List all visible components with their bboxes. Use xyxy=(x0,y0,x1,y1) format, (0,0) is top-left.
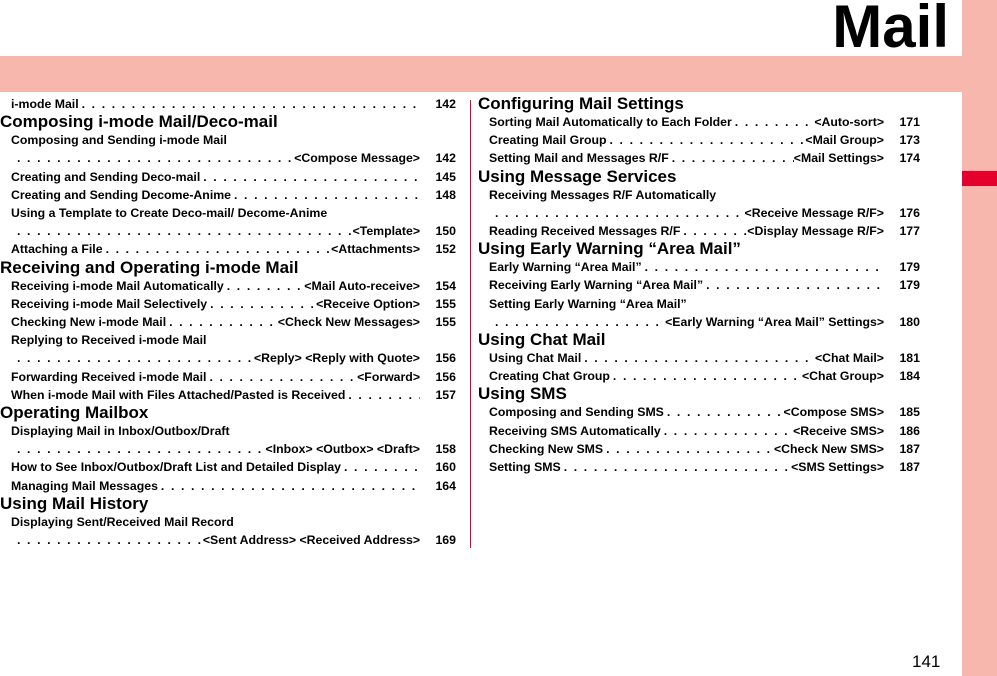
dot-leader xyxy=(11,222,353,240)
toc-entry-function-tag: <Forward> xyxy=(357,369,420,384)
dot-leader xyxy=(561,458,791,476)
toc-entry-title: Setting Mail and Messages R/F xyxy=(489,151,669,166)
dot-leader xyxy=(489,204,745,222)
toc-entry-page: 142 xyxy=(435,97,456,111)
toc-entry-page: 181 xyxy=(899,351,920,366)
dot-leader xyxy=(661,422,793,440)
dot-leader xyxy=(642,258,884,276)
toc-entry[interactable] xyxy=(0,440,456,458)
toc-entry-page: 155 xyxy=(435,296,456,311)
toc-entry-page: 180 xyxy=(899,314,920,329)
toc-left-column xyxy=(0,95,456,549)
dot-leader xyxy=(79,95,420,113)
toc-entry-title: Checking New i-mode Mail xyxy=(11,315,167,330)
toc-entry-page: 160 xyxy=(435,460,456,475)
dot-leader xyxy=(11,440,266,458)
dot-leader xyxy=(345,386,420,404)
toc-entry-page: 179 xyxy=(899,278,920,293)
dot-leader xyxy=(610,367,802,385)
toc-entry[interactable] xyxy=(0,368,456,386)
toc-entry-function-tag: <Chat Mail> xyxy=(814,351,884,366)
toc-entry-function-tag: <Attachments> xyxy=(331,242,420,257)
dot-leader xyxy=(207,295,316,313)
toc-entry-function-tag: <Early Warning “Area Mail” Settings> xyxy=(665,314,884,329)
toc-entry[interactable] xyxy=(478,149,920,167)
toc-right-column xyxy=(478,95,920,476)
toc-entry-page: 142 xyxy=(435,151,456,166)
toc-section-heading: Using SMS xyxy=(478,384,567,404)
toc-entry-function-tag: <Sent Address> <Received Address> xyxy=(202,533,420,548)
toc-entry-title[interactable]: Setting Early Warning “Area Mail” xyxy=(489,296,687,311)
toc-entry[interactable] xyxy=(478,131,920,149)
toc-entry[interactable] xyxy=(478,222,920,240)
dot-leader xyxy=(341,458,420,476)
toc-entry-function-tag: <Receive Message R/F> xyxy=(744,205,884,220)
toc-entry-title[interactable]: Using a Template to Create Deco-mail/ Decome-Anime xyxy=(11,206,328,221)
toc-entry-function-tag: <Auto-sort> xyxy=(814,115,884,129)
toc-entry-function-tag: <Reply> <Reply with Quote> xyxy=(253,351,420,366)
toc-entry[interactable] xyxy=(478,276,920,294)
toc-entry-page: 157 xyxy=(435,387,456,402)
toc-entry-page: 169 xyxy=(435,533,456,548)
toc-entry-title: Receiving i-mode Mail Automatically xyxy=(11,278,224,293)
toc-entry-page: 173 xyxy=(899,133,920,148)
dot-leader xyxy=(603,440,774,458)
toc-entry-function-tag: <Check New SMS> xyxy=(773,441,884,456)
toc-entry[interactable] xyxy=(0,240,456,258)
toc-entry-page: 164 xyxy=(435,478,456,493)
toc-entry-page: 179 xyxy=(899,260,920,275)
toc-entry-title: Creating and Sending Decome-Anime xyxy=(11,187,232,202)
dot-leader xyxy=(166,313,278,331)
toc-entry[interactable] xyxy=(0,186,456,204)
toc-entry-title: Using Chat Mail xyxy=(489,351,582,366)
side-index-bar xyxy=(962,0,997,676)
toc-entry[interactable] xyxy=(0,458,456,476)
toc-entry-page: 155 xyxy=(435,315,456,330)
toc-entry[interactable] xyxy=(478,204,920,222)
toc-entry-title: Checking New SMS xyxy=(489,441,604,456)
toc-entry-page: 156 xyxy=(435,351,456,366)
toc-entry-function-tag: <Inbox> <Outbox> <Draft> xyxy=(265,442,420,457)
dot-leader xyxy=(607,131,806,149)
toc-entry-title: Creating Mail Group xyxy=(489,133,607,148)
toc-entry-page: 176 xyxy=(899,205,920,220)
toc-entry-function-tag: <Compose SMS> xyxy=(783,405,884,420)
toc-entry-title: Sorting Mail Automatically to Each Folder xyxy=(489,115,732,129)
dot-leader xyxy=(489,313,665,331)
toc-entry[interactable] xyxy=(0,477,456,495)
toc-entry-page: 186 xyxy=(899,423,920,438)
toc-entry-page: 150 xyxy=(435,224,456,239)
column-divider xyxy=(470,100,471,548)
dot-leader xyxy=(231,186,420,204)
toc-entry-title: Receiving SMS Automatically xyxy=(489,423,661,438)
toc-entry-title: i-mode Mail xyxy=(11,97,79,111)
dot-leader xyxy=(581,349,815,367)
toc-entry-function-tag: <Template> xyxy=(352,224,420,239)
toc-entry[interactable] xyxy=(478,422,920,440)
toc-entry[interactable] xyxy=(478,313,920,331)
dot-leader xyxy=(669,149,794,167)
toc-entry-page: 185 xyxy=(899,405,920,420)
dot-leader xyxy=(11,531,203,549)
toc-entry-page: 177 xyxy=(899,224,920,239)
toc-entry-function-tag: <Receive SMS> xyxy=(793,423,884,438)
toc-entry-page: 156 xyxy=(435,369,456,384)
dot-leader xyxy=(224,277,305,295)
header-band xyxy=(0,56,962,92)
toc-entry[interactable] xyxy=(478,367,920,385)
toc-entry-title[interactable]: Replying to Received i-mode Mail xyxy=(11,333,207,348)
toc-section-heading: Composing i-mode Mail/Deco-mail xyxy=(0,112,278,132)
dot-leader xyxy=(200,168,420,186)
toc-entry-page: 187 xyxy=(899,441,920,456)
dot-leader xyxy=(158,477,420,495)
toc-entry-title: Forwarding Received i-mode Mail xyxy=(11,369,207,384)
toc-entry[interactable] xyxy=(478,258,920,276)
toc-entry-title: Composing and Sending SMS xyxy=(489,405,664,420)
toc-entry[interactable] xyxy=(0,349,456,367)
toc-entry[interactable] xyxy=(0,295,456,313)
toc-section-heading: Receiving and Operating i-mode Mail xyxy=(0,257,299,277)
toc-entry[interactable] xyxy=(0,386,456,404)
toc-entry-function-tag: <Mail Auto-receive> xyxy=(304,278,420,293)
toc-entry-function-tag: <Check New Messages> xyxy=(277,315,420,330)
dot-leader xyxy=(206,368,357,386)
toc-entry[interactable] xyxy=(478,440,920,458)
toc-entry[interactable] xyxy=(478,113,920,131)
page-number: 141 xyxy=(912,652,941,671)
toc-entry-page: 187 xyxy=(899,460,920,475)
toc-entry-page: 184 xyxy=(899,369,920,384)
toc-entry[interactable] xyxy=(0,277,456,295)
page-title: Mail xyxy=(832,0,949,60)
toc-entry[interactable] xyxy=(0,222,456,240)
toc-entry-title: Early Warning “Area Mail” xyxy=(489,260,642,275)
dot-leader xyxy=(11,349,254,367)
toc-entry-page: 154 xyxy=(435,278,456,293)
toc-entry-function-tag: <Mail Group> xyxy=(805,133,884,148)
dot-leader xyxy=(732,113,815,131)
toc-entry-function-tag: <Chat Group> xyxy=(802,369,884,384)
toc-entry-title[interactable]: Displaying Sent/Received Mail Record xyxy=(11,514,234,529)
toc-entry[interactable] xyxy=(0,168,456,186)
toc-entry[interactable] xyxy=(478,349,920,367)
toc-entry[interactable] xyxy=(0,95,456,113)
dot-leader xyxy=(680,222,747,240)
toc-entry[interactable] xyxy=(478,403,920,421)
dot-leader xyxy=(11,149,294,167)
toc-entry[interactable] xyxy=(0,313,456,331)
toc-section-heading: Operating Mailbox xyxy=(0,403,149,423)
toc-entry-title: Creating Chat Group xyxy=(489,369,610,384)
toc-entry-title: Receiving i-mode Mail Selectively xyxy=(11,296,208,311)
toc-entry-page: 171 xyxy=(899,115,920,129)
side-index-tab[interactable] xyxy=(962,171,997,186)
toc-section-heading: Configuring Mail Settings xyxy=(478,94,684,113)
dot-leader xyxy=(664,403,784,421)
toc-entry-title: How to See Inbox/Outbox/Draft List and Detailed Display xyxy=(11,460,342,475)
toc-entry-title: Attaching a File xyxy=(11,242,103,257)
toc-entry-page: 158 xyxy=(435,442,456,457)
dot-leader xyxy=(703,276,884,294)
toc-entry-page: 152 xyxy=(435,242,456,257)
toc-entry-title: Managing Mail Messages xyxy=(11,478,158,493)
toc-entry-page: 148 xyxy=(435,187,456,202)
toc-entry-title[interactable]: Composing and Sending i-mode Mail xyxy=(11,133,227,148)
toc-entry-title: When i-mode Mail with Files Attached/Pasted is Received xyxy=(11,387,346,402)
toc-entry[interactable] xyxy=(0,149,456,167)
toc-entry[interactable] xyxy=(478,458,920,476)
toc-entry-function-tag: <Display Message R/F> xyxy=(747,224,884,239)
toc-entry-title: Reading Received Messages R/F xyxy=(489,224,681,239)
toc-entry-function-tag: <Mail Settings> xyxy=(793,151,884,166)
toc-entry-title[interactable]: Displaying Mail in Inbox/Outbox/Draft xyxy=(11,424,230,439)
toc-section-heading: Using Message Services xyxy=(478,166,677,186)
toc-entry[interactable] xyxy=(0,531,456,549)
toc-entry-function-tag: <SMS Settings> xyxy=(791,460,884,475)
toc-section-heading: Using Early Warning “Area Mail” xyxy=(478,239,741,259)
toc-entry-title: Receiving Early Warning “Area Mail” xyxy=(489,278,704,293)
toc-entry-function-tag: <Receive Option> xyxy=(316,296,420,311)
toc-section-heading: Using Chat Mail xyxy=(478,330,606,350)
toc-entry-page: 174 xyxy=(899,151,920,166)
toc-entry-page: 145 xyxy=(435,169,456,184)
dot-leader xyxy=(103,240,332,258)
toc-entry-title[interactable]: Receiving Messages R/F Automatically xyxy=(489,187,717,202)
toc-entry-title: Creating and Sending Deco-mail xyxy=(11,169,201,184)
toc-entry-function-tag: <Compose Message> xyxy=(294,151,420,166)
toc-section-heading: Using Mail History xyxy=(0,493,149,513)
toc-entry-title: Setting SMS xyxy=(489,460,561,475)
